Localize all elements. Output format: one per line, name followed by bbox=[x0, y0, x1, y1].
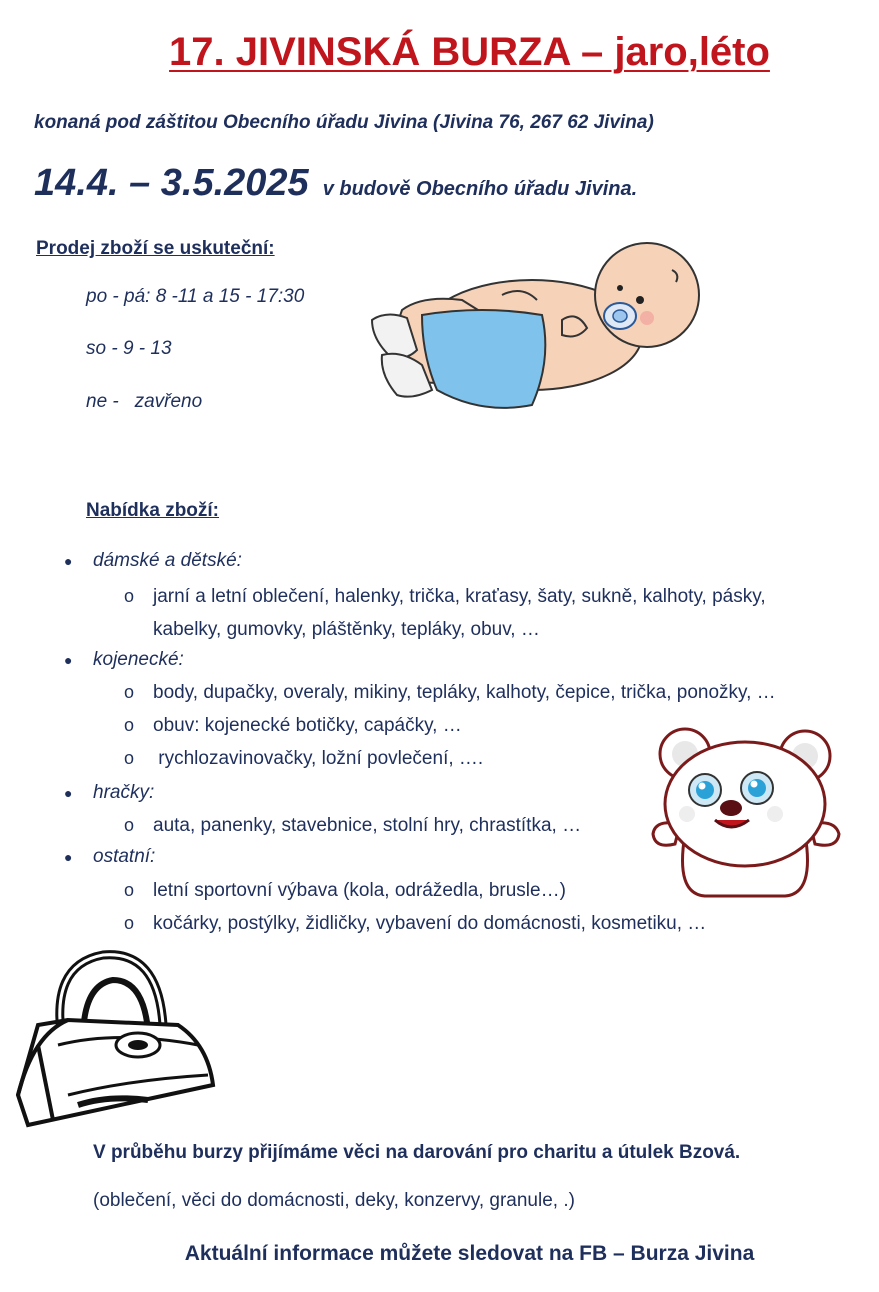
sub-bullet: o bbox=[124, 815, 135, 835]
hours-weekdays: po - pá: 8 -11 a 15 - 17:30 bbox=[86, 286, 305, 307]
category-bullet: ● bbox=[64, 553, 73, 569]
hours-saturday: so - 9 - 13 bbox=[86, 338, 172, 359]
sub-bullet: o bbox=[124, 682, 135, 702]
fb-info: Aktuální informace můžete sledovat na FB – Burza Jivina bbox=[184, 1242, 755, 1265]
category-bullet: ● bbox=[64, 652, 73, 668]
category-bullet: ● bbox=[64, 849, 73, 865]
hours-sunday: ne - zavřeno bbox=[86, 391, 203, 412]
event-dates bbox=[34, 162, 637, 205]
date-range: 14.4. – 3.5.2025 bbox=[34, 162, 309, 204]
list-item: kabelky, gumovky, pláštěnky, tepláky, obuv, … bbox=[153, 619, 540, 640]
handbag-illustration bbox=[8, 945, 223, 1130]
sale-heading: Prodej zboží se uskuteční: bbox=[36, 238, 275, 259]
offer-heading: Nabídka zboží: bbox=[86, 500, 220, 521]
category-toys: hračky: bbox=[93, 782, 155, 803]
category-women-children: dámské a dětské: bbox=[93, 550, 242, 571]
list-item: kočárky, postýlky, židličky, vybavení do domácnosti, kosmetiku, … bbox=[153, 913, 707, 934]
charity-items: (oblečení, věci do domácnosti, deky, konzervy, granule, .) bbox=[93, 1190, 575, 1211]
subtitle: konaná pod záštitou Obecního úřadu Jivina (Jivina 76, 267 62 Jivina) bbox=[34, 112, 654, 133]
list-item: letní sportovní výbava (kola, odrážedla, brusle…) bbox=[153, 880, 566, 901]
charity-note: V průběhu burzy přijímáme věci na darování pro charitu a útulek Bzová. bbox=[93, 1142, 741, 1163]
list-item: body, dupačky, overaly, mikiny, tepláky, kalhoty, čepice, trička, ponožky, … bbox=[153, 682, 776, 703]
list-item: rychlozavinovačky, ložní povlečení, …. bbox=[153, 748, 484, 769]
event-place: v budově Obecního úřadu Jivina. bbox=[322, 178, 638, 200]
category-other: ostatní: bbox=[93, 846, 156, 867]
list-item: jarní a letní oblečení, halenky, trička, kraťasy, šaty, sukně, kalhoty, pásky, bbox=[153, 586, 766, 607]
sub-bullet: o bbox=[124, 715, 135, 735]
teddy-bear-illustration bbox=[645, 724, 845, 904]
sub-bullet: o bbox=[124, 880, 135, 900]
category-bullet: ● bbox=[64, 785, 73, 801]
sub-bullet: o bbox=[124, 748, 135, 768]
list-item: obuv: kojenecké botičky, capáčky, … bbox=[153, 715, 462, 736]
list-item: auta, panenky, stavebnice, stolní hry, chrastítka, … bbox=[153, 815, 582, 836]
category-infant: kojenecké: bbox=[93, 649, 184, 670]
sub-bullet: o bbox=[124, 586, 135, 606]
sub-bullet: o bbox=[124, 913, 135, 933]
baby-illustration bbox=[362, 240, 707, 420]
page-title: 17. JIVINSKÁ BURZA – jaro,léto bbox=[169, 30, 770, 74]
